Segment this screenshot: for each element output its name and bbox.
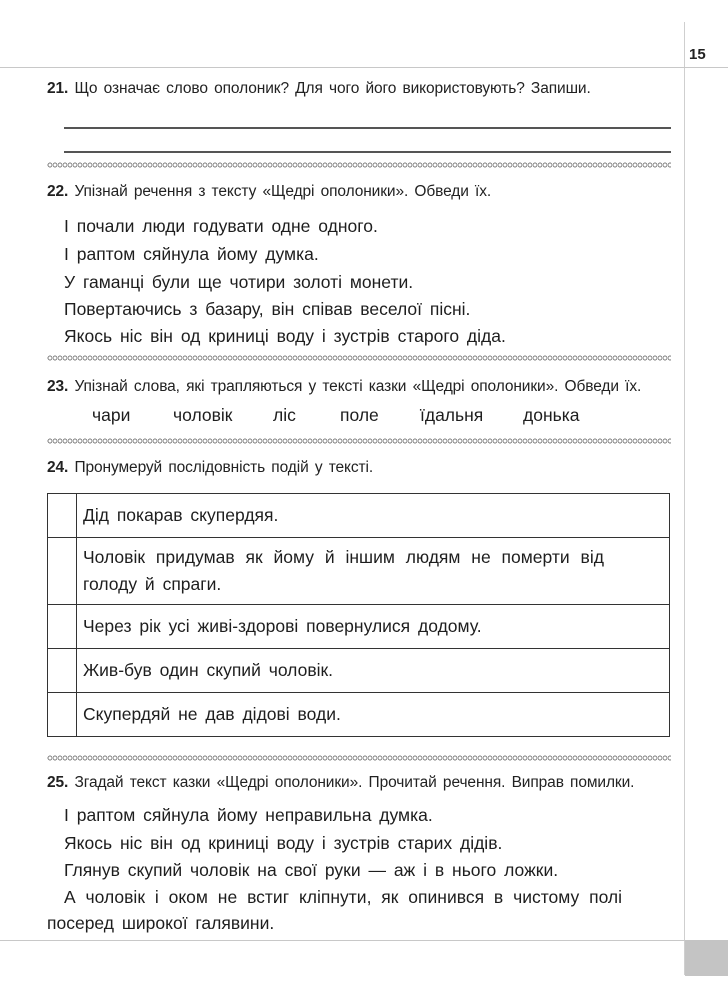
sentence-option[interactable]: Повертаючись з базару, він співав веселої пісні.: [64, 299, 471, 319]
ornamental-divider: [47, 438, 671, 444]
question-number: 24.: [47, 459, 69, 476]
word-option[interactable]: чоловік: [173, 405, 233, 425]
ornamental-divider: [47, 162, 671, 168]
page-corner-tab: [685, 940, 728, 976]
sentence-option[interactable]: У гаманці були ще чотири золоті монети.: [64, 272, 414, 292]
event-cell: Через рік усі живі-здорові повернулися додому.: [77, 605, 670, 649]
sentence-to-correct[interactable]: Якось ніс він од криниці воду і зустрів старих дідів.: [64, 833, 503, 853]
event-cell: [77, 538, 670, 605]
event-text-line: голоду й спраги.: [83, 574, 222, 594]
page-header-rule: [0, 67, 728, 68]
sentence-to-correct-continuation[interactable]: посеред широкої галявини.: [47, 913, 275, 933]
question-22: [47, 183, 491, 201]
question-number: 25.: [47, 774, 69, 791]
page-number: 15: [689, 46, 706, 63]
table-row: [48, 649, 670, 693]
table-row: [48, 605, 670, 649]
order-number-cell[interactable]: [48, 494, 77, 538]
ornamental-divider: [47, 755, 671, 761]
question-25: [47, 774, 634, 792]
table-row: [48, 693, 670, 737]
question-24: [47, 459, 373, 477]
event-cell: Скупердяй не дав дідові води.: [77, 693, 670, 737]
question-number: 23.: [47, 378, 69, 395]
question-21: [47, 80, 591, 98]
table-row: [48, 538, 670, 605]
order-number-cell[interactable]: [48, 605, 77, 649]
word-option[interactable]: донька: [523, 405, 580, 425]
question-23: [47, 378, 641, 396]
question-text: Пронумеруй послідовність подій у тексті.: [74, 459, 374, 476]
sentence-to-correct[interactable]: І раптом сяйнула йому неправильна думка.: [64, 805, 433, 825]
word-options: [64, 405, 624, 429]
word-option[interactable]: ліс: [273, 405, 296, 425]
question-text: Що означає слово ополоник? Для чого його використовують? Запиши.: [74, 80, 591, 97]
answer-line-1[interactable]: [64, 127, 671, 129]
page-margin-line-vertical: [684, 22, 685, 975]
order-number-cell[interactable]: [48, 693, 77, 737]
event-cell: Дід покарав скупердяя.: [77, 494, 670, 538]
ornamental-divider: [47, 355, 671, 361]
event-text-line: [83, 544, 663, 571]
sentence-to-correct[interactable]: Глянув скупий чоловік на свої руки — аж і в нього ложки.: [64, 860, 559, 880]
event-sequence-table: [47, 493, 670, 737]
sentence-option[interactable]: Якось ніс він од криниці воду і зустрів старого діда.: [64, 326, 506, 346]
order-number-cell[interactable]: [48, 649, 77, 693]
word-option[interactable]: їдальня: [420, 405, 484, 425]
word-option[interactable]: чари: [92, 405, 131, 425]
answer-line-2[interactable]: [64, 151, 671, 153]
word-option[interactable]: поле: [340, 405, 379, 425]
page-footer-rule: [0, 940, 728, 941]
question-text: Упізнай речення з тексту «Щедрі ополоники». Обведи їх.: [74, 183, 492, 200]
question-text: Згадай текст казки «Щедрі ополоники». Прочитай речення. Виправ помилки.: [74, 774, 635, 791]
event-cell: Жив-був один скупий чоловік.: [77, 649, 670, 693]
sentence-to-correct[interactable]: А чоловік і оком не встиг кліпнути, як опинився в чистому полі: [64, 887, 623, 907]
event-text: Чоловік придумав як йому й іншим людям не померти від: [83, 547, 604, 567]
sentence-option[interactable]: І раптом сяйнула йому думка.: [64, 244, 319, 264]
question-number: 22.: [47, 183, 69, 200]
question-number: 21.: [47, 80, 69, 97]
sentence-option[interactable]: І почали люди годувати одне одного.: [64, 216, 378, 236]
table-row: [48, 494, 670, 538]
question-text: Упізнай слова, які трапляються у тексті казки «Щедрі ополоники». Обведи їх.: [74, 378, 642, 395]
order-number-cell[interactable]: [48, 538, 77, 605]
